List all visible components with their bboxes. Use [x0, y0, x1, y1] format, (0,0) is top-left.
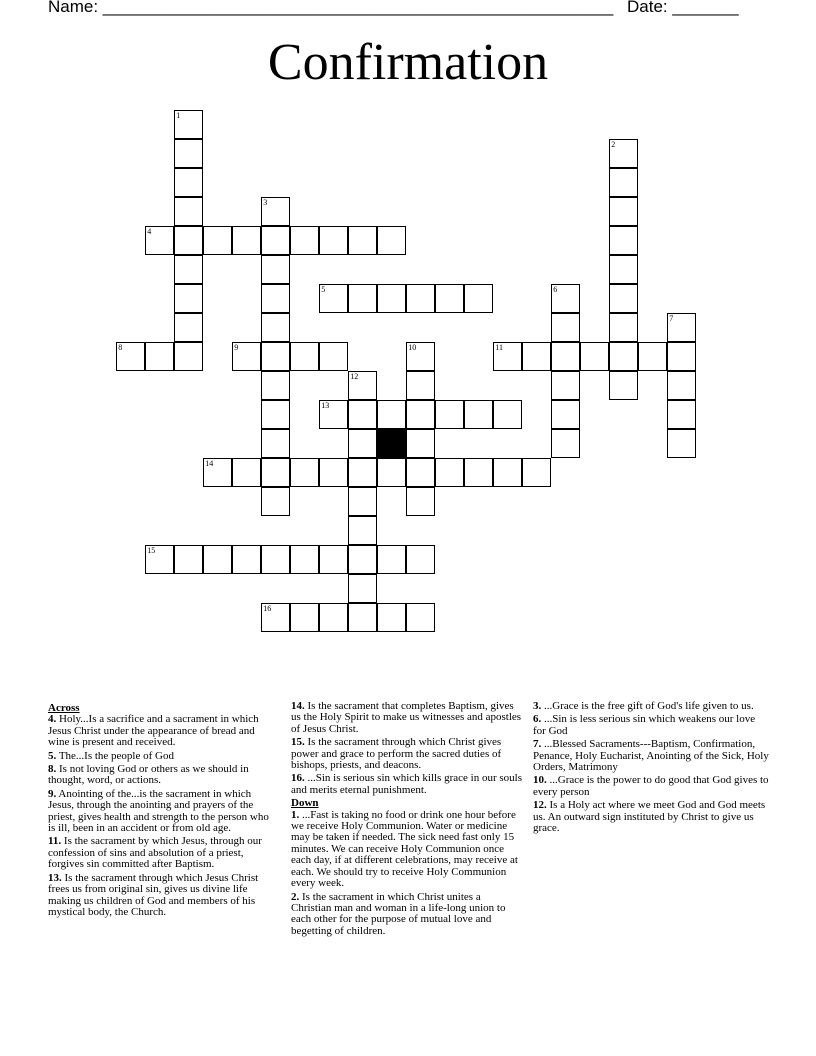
crossword-cell[interactable]: [377, 458, 406, 487]
clue-number: 16: [263, 604, 272, 614]
clue-across-11: 11. Is the sacrament by which Jesus, through our confession of sins and absolution of a priest, forgives sin committed after Baptism.: [48, 835, 262, 871]
crossword-cell[interactable]: [319, 603, 348, 632]
crossword-cell[interactable]: [609, 168, 638, 197]
crossword-cell[interactable]: [435, 284, 464, 313]
clue-down-12: 12. Is a Holy act where we meet God and God meets us. An outward sign instituted by Christ to give us grace.: [533, 799, 766, 835]
down-heading: Down: [291, 797, 319, 810]
clue-across-13: 13. Is the sacrament through which Jesus Christ frees us from original sin, gives us divine life making us children of God and members of his mystical body, the Church.: [48, 871, 259, 918]
crossword-cell[interactable]: [261, 226, 290, 255]
clue-number: 6: [553, 285, 558, 295]
crossword-cell[interactable]: [406, 429, 435, 458]
crossword-cell[interactable]: [609, 313, 638, 342]
crossword-cell[interactable]: [406, 400, 435, 429]
clue-number: 7: [669, 314, 674, 324]
crossword-cell[interactable]: [609, 139, 638, 168]
crossword-cell[interactable]: [377, 284, 406, 313]
clue-number: 14: [205, 459, 214, 469]
crossword-cell[interactable]: [232, 226, 261, 255]
crossword-cell[interactable]: [493, 400, 522, 429]
clue-number: 11: [495, 343, 503, 353]
clue-number: 13: [321, 401, 330, 411]
crossword-cell[interactable]: [116, 342, 145, 371]
clue-across-4: 4. Holy...Is a sacrifice and a sacrament in which Jesus Christ under the appearance of bread and wine is present and received.: [48, 713, 259, 749]
crossword-cell[interactable]: [348, 400, 377, 429]
crossword-cell[interactable]: [232, 545, 261, 574]
crossword-cell[interactable]: [261, 197, 290, 226]
crossword-cell[interactable]: [348, 429, 377, 458]
clue-across-15: 15. Is the sacrament through which Christ gives power and grace to perform the sacred duties of bishops, priests, and deacons.: [291, 736, 502, 772]
crossword-cell[interactable]: [232, 458, 261, 487]
clue-number: 15: [147, 546, 156, 556]
crossword-cell[interactable]: [174, 197, 203, 226]
clue-number: 8: [118, 343, 123, 353]
clue-number: 1: [176, 111, 181, 121]
clue-down-2: 2. Is the sacrament in which Christ unites a Christian man and woman in a life-long union to each other for the purpose of mutual love and begetting of children.: [291, 890, 506, 937]
crossword-cell[interactable]: [232, 342, 261, 371]
crossword-cell[interactable]: [319, 284, 348, 313]
crossword-cell[interactable]: [348, 487, 377, 516]
clue-across-9: 9. Anointing of the...is the sacrament in which Jesus, through the anointing and prayers of the priest, gives health and strength to the person who is ill, been in an accident or from old age.: [48, 787, 269, 835]
crossword-cell[interactable]: [174, 255, 203, 284]
crossword-cell[interactable]: [609, 197, 638, 226]
crossword-blocked-cell: [377, 429, 406, 458]
crossword-cell[interactable]: [522, 342, 551, 371]
crossword-cell[interactable]: [464, 400, 493, 429]
name-field[interactable]: Name: ______________________________________________________: [48, 0, 614, 16]
clue-number: 2: [611, 140, 616, 150]
crossword-cell[interactable]: [261, 429, 290, 458]
crossword-cell[interactable]: [290, 342, 319, 371]
across-heading: Across: [48, 702, 80, 714]
crossword-cell[interactable]: [319, 226, 348, 255]
clue-column-2: [291, 701, 523, 939]
crossword-cell[interactable]: [174, 284, 203, 313]
clue-number: 10: [408, 343, 417, 353]
clue-number: 4: [147, 227, 152, 237]
crossword-cell[interactable]: [261, 255, 290, 284]
clue-down-10: 10. ...Grace is the power to do good that God gives to every person: [533, 774, 769, 798]
crossword-cell[interactable]: [319, 458, 348, 487]
crossword-cell[interactable]: [522, 458, 551, 487]
crossword-cell[interactable]: [377, 545, 406, 574]
crossword-cell[interactable]: [638, 342, 667, 371]
date-field[interactable]: Date: _______: [627, 0, 739, 16]
clue-down-6: 6. ...Sin is less serious sin which weakens our love for God: [533, 713, 756, 737]
crossword-cell[interactable]: [464, 458, 493, 487]
crossword-cell[interactable]: [261, 603, 290, 632]
crossword-cell[interactable]: [406, 371, 435, 400]
crossword-cell[interactable]: [145, 342, 174, 371]
clue-number: 12: [350, 372, 359, 382]
crossword-cell[interactable]: [551, 284, 580, 313]
crossword-cell[interactable]: [203, 458, 232, 487]
crossword-cell[interactable]: [406, 487, 435, 516]
clue-column-1: [48, 701, 276, 920]
crossword-cell[interactable]: [174, 342, 203, 371]
crossword-cell[interactable]: [406, 603, 435, 632]
crossword-cell[interactable]: [348, 226, 377, 255]
crossword-cell[interactable]: [290, 226, 319, 255]
crossword-cell[interactable]: [348, 284, 377, 313]
crossword-cell[interactable]: [174, 139, 203, 168]
crossword-cell[interactable]: [203, 226, 232, 255]
crossword-cell[interactable]: [551, 429, 580, 458]
crossword-cell[interactable]: [290, 603, 319, 632]
crossword-cell[interactable]: [667, 342, 696, 371]
clue-number: 5: [321, 285, 326, 295]
crossword-cell[interactable]: [609, 371, 638, 400]
crossword-cell[interactable]: [261, 400, 290, 429]
crossword-cell[interactable]: [348, 574, 377, 603]
crossword-cell[interactable]: [348, 545, 377, 574]
crossword-cell[interactable]: [406, 458, 435, 487]
clue-across-8: 8. Is not loving God or others as we should in thought, word, or actions.: [48, 763, 249, 787]
crossword-cell[interactable]: [609, 284, 638, 313]
crossword-cell[interactable]: [667, 313, 696, 342]
crossword-cell[interactable]: [667, 400, 696, 429]
clue-number: 3: [263, 198, 268, 208]
crossword-cell[interactable]: [406, 342, 435, 371]
crossword-cell[interactable]: [319, 342, 348, 371]
crossword-cell[interactable]: [348, 371, 377, 400]
crossword-cell[interactable]: [667, 371, 696, 400]
crossword-cell[interactable]: [667, 429, 696, 458]
crossword-cell[interactable]: [348, 603, 377, 632]
crossword-cell[interactable]: [377, 226, 406, 255]
crossword-cell[interactable]: [609, 226, 638, 255]
crossword-cell[interactable]: [261, 313, 290, 342]
crossword-cell[interactable]: [348, 458, 377, 487]
crossword-cell[interactable]: [551, 313, 580, 342]
crossword-cell[interactable]: [464, 284, 493, 313]
crossword-cell[interactable]: [261, 371, 290, 400]
crossword-cell[interactable]: [203, 545, 232, 574]
crossword-cell[interactable]: [261, 284, 290, 313]
clue-down-7: 7. ...Blessed Sacraments---Baptism, Confirmation, Penance, Holy Eucharist, Anointing of the Sick, Holy Orders, Matrimony: [533, 738, 769, 774]
crossword-cell[interactable]: [174, 226, 203, 255]
crossword-cell[interactable]: [261, 458, 290, 487]
crossword-cell[interactable]: [261, 545, 290, 574]
crossword-cell[interactable]: [377, 603, 406, 632]
crossword-cell[interactable]: [174, 110, 203, 139]
clue-column-3: [533, 701, 769, 836]
crossword-cell[interactable]: [551, 342, 580, 371]
crossword-cell[interactable]: [493, 342, 522, 371]
crossword-cell[interactable]: [174, 545, 203, 574]
crossword-cell[interactable]: [174, 313, 203, 342]
crossword-cell[interactable]: [493, 458, 522, 487]
crossword-cell[interactable]: [319, 545, 348, 574]
crossword-cell[interactable]: [435, 400, 464, 429]
crossword-cell[interactable]: [609, 255, 638, 284]
crossword-cell[interactable]: [580, 342, 609, 371]
crossword-cell[interactable]: [145, 226, 174, 255]
clue-down-3: 3. ...Grace is the free gift of God's life given to us.: [533, 700, 754, 712]
crossword-cell[interactable]: [261, 342, 290, 371]
crossword-cell[interactable]: [290, 458, 319, 487]
crossword-cell[interactable]: [551, 400, 580, 429]
clue-across-16: 16. ...Sin is serious sin which kills grace in our souls and merits eternal punishment.: [291, 772, 522, 796]
crossword-cell[interactable]: [319, 400, 348, 429]
crossword-cell[interactable]: [290, 545, 319, 574]
crossword-cell[interactable]: [348, 516, 377, 545]
crossword-cell[interactable]: [261, 487, 290, 516]
page-title: Confirmation: [267, 34, 549, 91]
crossword-cell[interactable]: [435, 458, 464, 487]
crossword-cell[interactable]: [406, 545, 435, 574]
crossword-cell[interactable]: [406, 284, 435, 313]
crossword-cell[interactable]: [145, 545, 174, 574]
clue-across-14: 14. Is the sacrament that completes Baptism, gives us the Holy Spirit to make us witnesses and apostles of Jesus Christ.: [291, 700, 522, 735]
clue-number: 9: [234, 343, 239, 353]
crossword-cell[interactable]: [609, 342, 638, 371]
crossword-cell[interactable]: [174, 168, 203, 197]
clue-down-1: 1. ...Fast is taking no food or drink one hour before we receive Holy Communion. Water or medicine may be taken if needed. The sick need fast only 15 minutes. We can receive Holy Communion once each day, if at different celebrations, may receive at each. We should try to receive Holy Communion every week.: [291, 808, 518, 890]
clue-across-5: 5. The...Is the people of God: [48, 749, 174, 762]
crossword-cell[interactable]: [551, 371, 580, 400]
crossword-cell[interactable]: [377, 400, 406, 429]
